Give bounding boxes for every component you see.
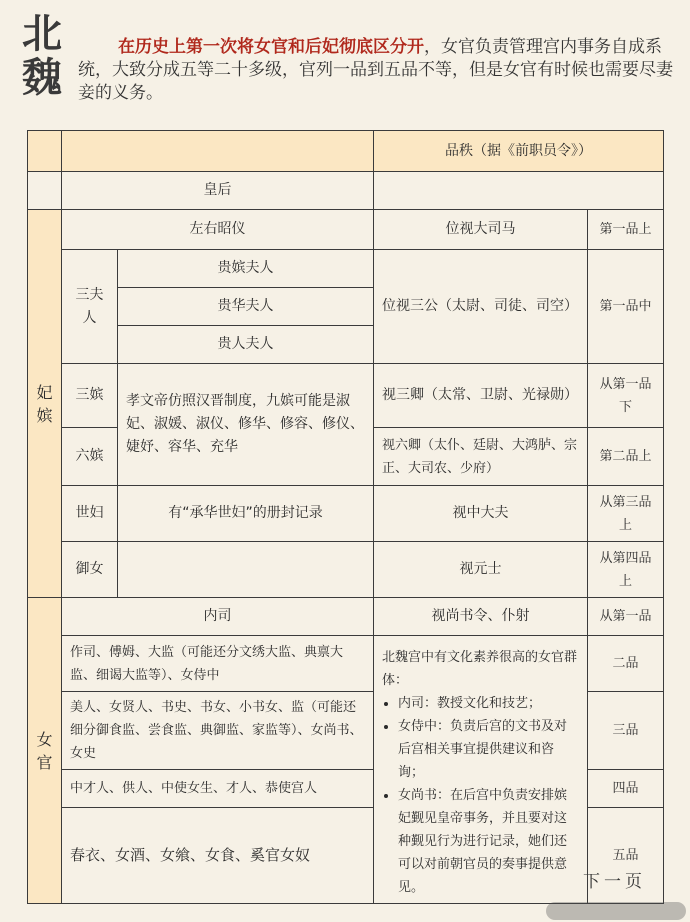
liupin-rank: 第二品上 <box>588 428 664 486</box>
yunv-group: 御女 <box>62 542 118 598</box>
table-header-row <box>28 131 664 172</box>
zuoyou-title: 左右昭仪 <box>62 210 374 250</box>
officials-notes <box>374 636 588 904</box>
sanpin-rank: 从第一品下 <box>588 364 664 428</box>
neisi-title: 内司 <box>62 598 374 636</box>
sanpin-equiv: 视三卿（太常、卫尉、光禄勋） <box>374 364 588 428</box>
notes-item-2: • 女侍中：负责后宫的文书及对后宫相关事宜提供建议和咨询； <box>398 715 579 784</box>
sanfuren-title-3: 贵人夫人 <box>118 326 374 364</box>
consorts-category: 妃嫔 <box>28 210 62 598</box>
zuoyou-rank: 第一品上 <box>588 210 664 250</box>
notes-item-1: • 内司：教授文化和技艺； <box>398 692 579 715</box>
sanfuren-title-1: 贵嫔夫人 <box>118 250 374 288</box>
header-blank-2 <box>62 131 374 172</box>
sanfuren-equiv: 位视三公（太尉、司徒、司空） <box>374 250 588 364</box>
shifu-desc: 有“承华世妇”的册封记录 <box>118 486 374 542</box>
shifu-rank: 从第三品上 <box>588 486 664 542</box>
header-rank: 品秩（据《前职员令》） <box>374 131 664 172</box>
title-char-2: 魏 <box>22 54 62 101</box>
yunv-desc <box>118 542 374 598</box>
sanfuren-group: 三夫人 <box>62 250 118 364</box>
table-row <box>28 172 664 210</box>
yunv-rank: 从第四品上 <box>588 542 664 598</box>
table-row <box>28 210 664 250</box>
sanfuren-rank: 第一品中 <box>588 250 664 364</box>
liupin-equiv: 视六卿（太仆、廷尉、大鸿胪、宗正、大司农、少府） <box>374 428 588 486</box>
shifu-equiv: 视中大夫 <box>374 486 588 542</box>
sanpin-group: 三嫔 <box>62 364 118 428</box>
neisi-equiv: 视尚书令、仆射 <box>374 598 588 636</box>
empress-rank <box>374 172 664 210</box>
table-row <box>28 636 664 692</box>
row3-titles: 美人、女贤人、书史、书女、小书女、监（可能还细分御食监、尝食监、典御监、家监等）、女尚书、女史 <box>62 692 374 770</box>
intro-paragraph <box>78 36 674 105</box>
table-row <box>28 250 664 288</box>
row4-rank: 四品 <box>588 770 664 808</box>
table-row <box>28 486 664 542</box>
title-char-1: 北 <box>22 10 62 57</box>
header-blank-1 <box>28 131 62 172</box>
sanfuren-title-2: 贵华夫人 <box>118 288 374 326</box>
shifu-group: 世妇 <box>62 486 118 542</box>
empress-title: 皇后 <box>62 172 374 210</box>
jiupin-desc: 孝文帝仿照汉晋制度，九嫔可能是淑妃、淑媛、淑仪、修华、修容、修仪、婕妤、容华、充华 <box>118 364 374 486</box>
row5-titles: 春衣、女酒、女飨、女食、奚官女奴 <box>62 808 374 904</box>
row5-rank: 五品 <box>588 808 664 904</box>
table-row <box>28 542 664 598</box>
intro-highlight: 在历史上第一次将女官和后妃彻底区分开 <box>118 37 424 57</box>
notes-list <box>382 692 579 899</box>
neisi-rank: 从第一品 <box>588 598 664 636</box>
notes-intro: 北魏宫中有文化素养很高的女官群体： <box>382 650 578 688</box>
intro-rest: ，女官负责管理宫内事务自成系统，大致分成五等二十多级，官列一品到五品不等，但是女官有时候也需要尽妻妾的义务。 <box>78 37 673 103</box>
liupin-group: 六嫔 <box>62 428 118 486</box>
yunv-equiv: 视元士 <box>374 542 588 598</box>
row2-rank: 二品 <box>588 636 664 692</box>
notes-item-3: • 女尚书：在后宫中负责安排嫔妃觐见皇帝事务，并且要对这种觐见行为进行记录，她们还可以对前朝官员的奏事提供意见。 <box>398 784 579 899</box>
table-row <box>28 598 664 636</box>
table-row <box>28 364 664 428</box>
ranks-table <box>27 130 664 904</box>
empress-cat <box>28 172 62 210</box>
page-title <box>22 12 70 100</box>
zuoyou-equiv: 位视大司马 <box>374 210 588 250</box>
row4-titles: 中才人、供人、中使女生、才人、恭使宫人 <box>62 770 374 808</box>
officials-category: 女官 <box>28 598 62 904</box>
row2-titles: 作司、傅姆、大监（可能还分文绣大监、典禀大监、细谒大监等）、女侍中 <box>62 636 374 692</box>
next-page-link[interactable]: 下一页 <box>583 872 646 892</box>
watermark-bar <box>546 902 686 920</box>
row3-rank: 三品 <box>588 692 664 770</box>
